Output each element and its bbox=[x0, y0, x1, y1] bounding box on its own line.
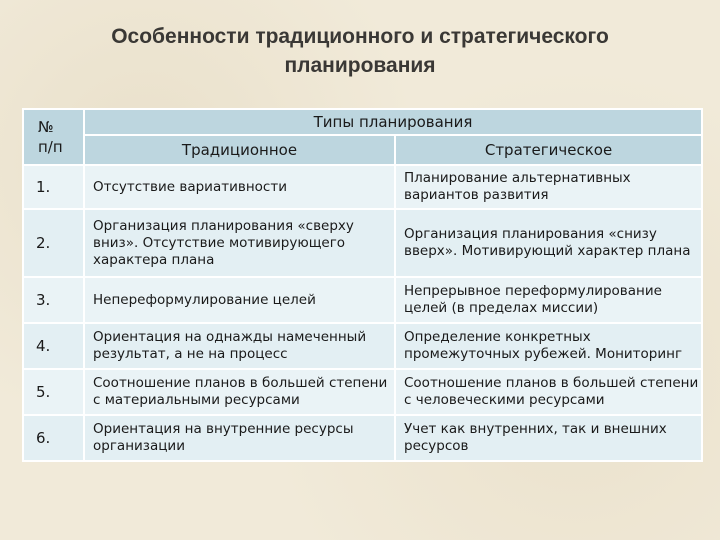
slide-title-line1: Особенности традиционного и стратегического bbox=[111, 25, 609, 48]
strategic-cell: Учет как внутренних, так и внешних ресурсов bbox=[395, 415, 702, 461]
header-row-top bbox=[23, 109, 702, 135]
number-column-header bbox=[23, 109, 84, 165]
table-row bbox=[23, 165, 702, 209]
header-row-sub bbox=[23, 135, 702, 165]
traditional-column-header: Традиционное bbox=[84, 135, 395, 165]
planning-types-header: Типы планирования bbox=[84, 109, 702, 135]
traditional-cell: Непереформулирование целей bbox=[84, 277, 395, 323]
strategic-cell: Организация планирования «снизу вверх». Мотивирующий характер плана bbox=[395, 209, 702, 277]
table-row bbox=[23, 323, 702, 369]
strategic-column-header: Стратегическое bbox=[395, 135, 702, 165]
table-row bbox=[23, 415, 702, 461]
slide-title bbox=[0, 22, 720, 80]
traditional-cell: Соотношение планов в большей степени с материальными ресурсами bbox=[84, 369, 395, 415]
row-number: 6. bbox=[23, 415, 84, 461]
table-row bbox=[23, 369, 702, 415]
row-number: 2. bbox=[23, 209, 84, 277]
number-header-symbol: № bbox=[38, 118, 54, 136]
strategic-cell: Непрерывное переформулирование целей (в пределах миссии) bbox=[395, 277, 702, 323]
row-number: 1. bbox=[23, 165, 84, 209]
traditional-cell: Ориентация на однажды намеченный результат, а не на процесс bbox=[84, 323, 395, 369]
strategic-cell: Соотношение планов в большей степени с человеческими ресурсами bbox=[395, 369, 702, 415]
row-number: 5. bbox=[23, 369, 84, 415]
strategic-cell: Планирование альтернативных вариантов развития bbox=[395, 165, 702, 209]
strategic-cell: Определение конкретных промежуточных рубежей. Мониторинг bbox=[395, 323, 702, 369]
number-header-abbrev: п/п bbox=[38, 138, 63, 156]
slide-title-line2: планирования bbox=[284, 54, 436, 77]
traditional-cell: Отсутствие вариативности bbox=[84, 165, 395, 209]
comparison-table bbox=[22, 108, 703, 462]
traditional-cell: Организация планирования «сверху вниз». Отсутствие мотивирующего характера плана bbox=[84, 209, 395, 277]
table-row bbox=[23, 209, 702, 277]
row-number: 3. bbox=[23, 277, 84, 323]
table-row bbox=[23, 277, 702, 323]
row-number: 4. bbox=[23, 323, 84, 369]
traditional-cell: Ориентация на внутренние ресурсы организации bbox=[84, 415, 395, 461]
